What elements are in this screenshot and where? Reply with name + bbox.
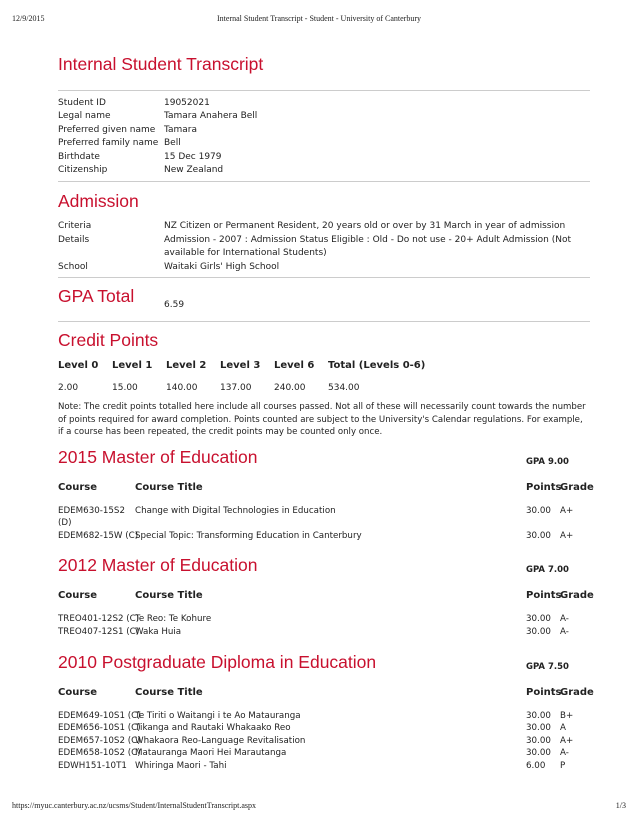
admission-row: [58, 261, 590, 274]
course-code: EDEM658-10S2 (C): [58, 748, 141, 759]
col-grade: Grade: [560, 590, 594, 602]
admission-label: School: [58, 261, 88, 272]
col-course-title: Course Title: [135, 686, 203, 698]
detail-row: [58, 151, 590, 164]
course-table-header: [58, 590, 594, 602]
course-table-body: [58, 505, 590, 543]
course-row: [58, 505, 590, 530]
course-points: 30.00: [526, 748, 551, 759]
detail-value: Tamara: [164, 124, 198, 135]
course-title: Special Topic: Transforming Education in Canterbury: [135, 530, 362, 541]
course-title: Matauranga Maori Hei Marautanga: [135, 748, 287, 759]
course-row: [58, 530, 590, 543]
detail-value: 19052021: [164, 98, 210, 108]
course-code: TREO401-12S2 (C): [58, 614, 140, 625]
gpa-total-section: [58, 278, 590, 321]
course-row: [58, 626, 590, 639]
programme-heading-row: [58, 445, 590, 469]
gpa-total-heading: GPA Total: [58, 286, 135, 307]
programme-heading: 2010 Postgraduate Diploma in Education: [58, 651, 377, 672]
course-table-body: [58, 613, 590, 638]
student-details: [58, 91, 590, 181]
col-course: Course: [58, 686, 97, 698]
course-points: 30.00: [526, 735, 551, 746]
course-row: [58, 747, 590, 760]
col-course-title: Course Title: [135, 481, 203, 493]
course-code: EDEM630-15S2 (D): [58, 505, 125, 529]
detail-value: Bell: [164, 138, 181, 149]
col-grade: Grade: [560, 481, 594, 493]
detail-label: Student ID: [58, 98, 106, 108]
programme-heading: 2015 Master of Education: [58, 446, 258, 467]
credit-level-value: 2.00: [58, 383, 79, 394]
course-grade: A: [560, 723, 566, 734]
credit-level-value: 140.00: [166, 383, 198, 394]
course-points: 30.00: [526, 723, 551, 734]
col-course: Course: [58, 590, 97, 602]
admission-value: Waitaki Girls' High School: [164, 261, 280, 272]
print-url[interactable]: https://myuc.canterbury.ac.nz/ucsms/Student/InternalStudentTranscript.aspx: [12, 801, 257, 810]
gpa-total-value: 6.59: [164, 300, 185, 311]
credit-level-header: Level 2: [166, 360, 207, 372]
programme-heading-row: [58, 553, 590, 577]
course-table-header: [58, 481, 594, 493]
course-points: 30.00: [526, 505, 551, 516]
course-code: EDWH151-10T1: [58, 760, 127, 771]
col-grade: Grade: [560, 686, 594, 698]
detail-row: [58, 124, 590, 137]
detail-row: [58, 97, 590, 110]
credit-points-heading: Credit Points: [58, 330, 159, 351]
credit-level-header: Level 0: [58, 360, 99, 372]
course-grade: A-: [560, 748, 569, 759]
admission-label: Criteria: [58, 221, 92, 232]
admission-value: Admission - 2007 : Admission Status Eligible : Old - Do not use - 20+ Adult Admission (Not available for International Students): [164, 234, 571, 259]
detail-value: Tamara Anahera Bell: [164, 111, 258, 122]
course-title: Waka Huia: [135, 626, 182, 637]
programme-heading-row: [58, 650, 590, 674]
course-grade: A-: [560, 614, 569, 625]
admission-value: NZ Citizen or Permanent Resident, 20 years old or over by 31 March in year of admission: [164, 221, 566, 232]
course-row: [58, 735, 590, 748]
programme-gpa: GPA 7.50: [526, 661, 569, 672]
detail-label: Citizenship: [58, 165, 108, 176]
admission-label: Details: [58, 234, 90, 245]
course-title: Te Reo: Te Kohure: [135, 614, 212, 625]
detail-value: New Zealand: [164, 165, 224, 176]
col-course: Course: [58, 481, 97, 493]
col-points: Points: [526, 590, 562, 602]
credit-level-header: Level 3: [220, 360, 261, 372]
admission-details: [58, 213, 590, 277]
detail-label: Birthdate: [58, 151, 100, 162]
print-date: 12/9/2015: [12, 14, 45, 23]
course-grade: P: [560, 760, 566, 771]
course-grade: A+: [560, 735, 574, 746]
course-title: Whiringa Maori - Tahi: [135, 760, 227, 771]
course-code: EDEM657-10S2 (C): [58, 735, 141, 746]
course-code: EDEM656-10S1 (C): [58, 723, 141, 734]
col-course-title: Course Title: [135, 590, 203, 602]
credit-level-header: Level 6: [274, 360, 315, 372]
course-row: [58, 722, 590, 735]
page-title: Internal Student Transcript: [58, 52, 590, 91]
detail-row: [58, 164, 590, 177]
detail-label: Preferred family name: [58, 138, 159, 149]
credit-level-value: 15.00: [112, 383, 138, 394]
course-title: Tikanga and Rautaki Whakaako Reo: [135, 723, 291, 734]
course-table-header: [58, 686, 594, 698]
detail-value: 15 Dec 1979: [164, 151, 222, 162]
course-row: [58, 760, 590, 773]
credit-points-note: Note: The credit points totalled here include all courses passed. Not all of these will necessarily count towards the number of points required for award completion. Points counted are subject to the University's Calendar regulations. For example, if a course has been repeated, the credit points may be counted only once.: [58, 402, 586, 438]
course-row: [58, 710, 590, 723]
course-code: EDEM682-15W (C): [58, 530, 139, 541]
course-points: 6.00: [526, 760, 546, 771]
course-code: TREO407-12S1 (C): [58, 626, 140, 637]
course-points: 30.00: [526, 626, 551, 637]
course-points: 30.00: [526, 530, 551, 541]
course-points: 30.00: [526, 614, 551, 625]
credit-level-header: Level 1: [112, 360, 153, 372]
detail-row: [58, 110, 590, 123]
course-grade: B+: [560, 710, 574, 721]
credit-level-value: 137.00: [220, 383, 252, 394]
course-code: EDEM649-10S1 (C): [58, 710, 141, 721]
course-points: 30.00: [526, 710, 551, 721]
course-title: Te Tiriti o Waitangi i te Ao Matauranga: [135, 710, 301, 721]
admission-row: [58, 220, 590, 233]
detail-row: [58, 137, 590, 150]
admission-heading: Admission: [58, 191, 139, 212]
col-points: Points: [526, 481, 562, 493]
detail-label: Preferred given name: [58, 124, 156, 135]
col-points: Points: [526, 686, 562, 698]
credit-total-header: Total (Levels 0-6): [328, 360, 426, 372]
course-title: Whakaora Reo-Language Revitalisation: [135, 735, 306, 746]
credit-points-values: [58, 383, 590, 393]
detail-label: Legal name: [58, 111, 111, 122]
divider: [58, 181, 590, 182]
transcript: [58, 52, 594, 773]
print-page-number: 1/3: [615, 801, 626, 810]
credit-points-header: [58, 360, 590, 371]
course-grade: A+: [560, 530, 574, 541]
programme-heading: 2012 Master of Education: [58, 555, 258, 576]
programme-gpa: GPA 9.00: [526, 456, 569, 467]
course-grade: A+: [560, 505, 574, 516]
credit-total-value: 534.00: [328, 383, 360, 394]
divider: [58, 321, 590, 322]
course-table-body: [58, 710, 590, 773]
credit-level-value: 240.00: [274, 383, 306, 394]
course-title: Change with Digital Technologies in Education: [135, 505, 336, 516]
print-page-title: Internal Student Transcript - Student - University of Canterbury: [217, 14, 421, 23]
course-grade: A-: [560, 626, 569, 637]
course-row: [58, 613, 590, 626]
admission-row: [58, 234, 590, 261]
programme-gpa: GPA 7.00: [526, 565, 569, 576]
